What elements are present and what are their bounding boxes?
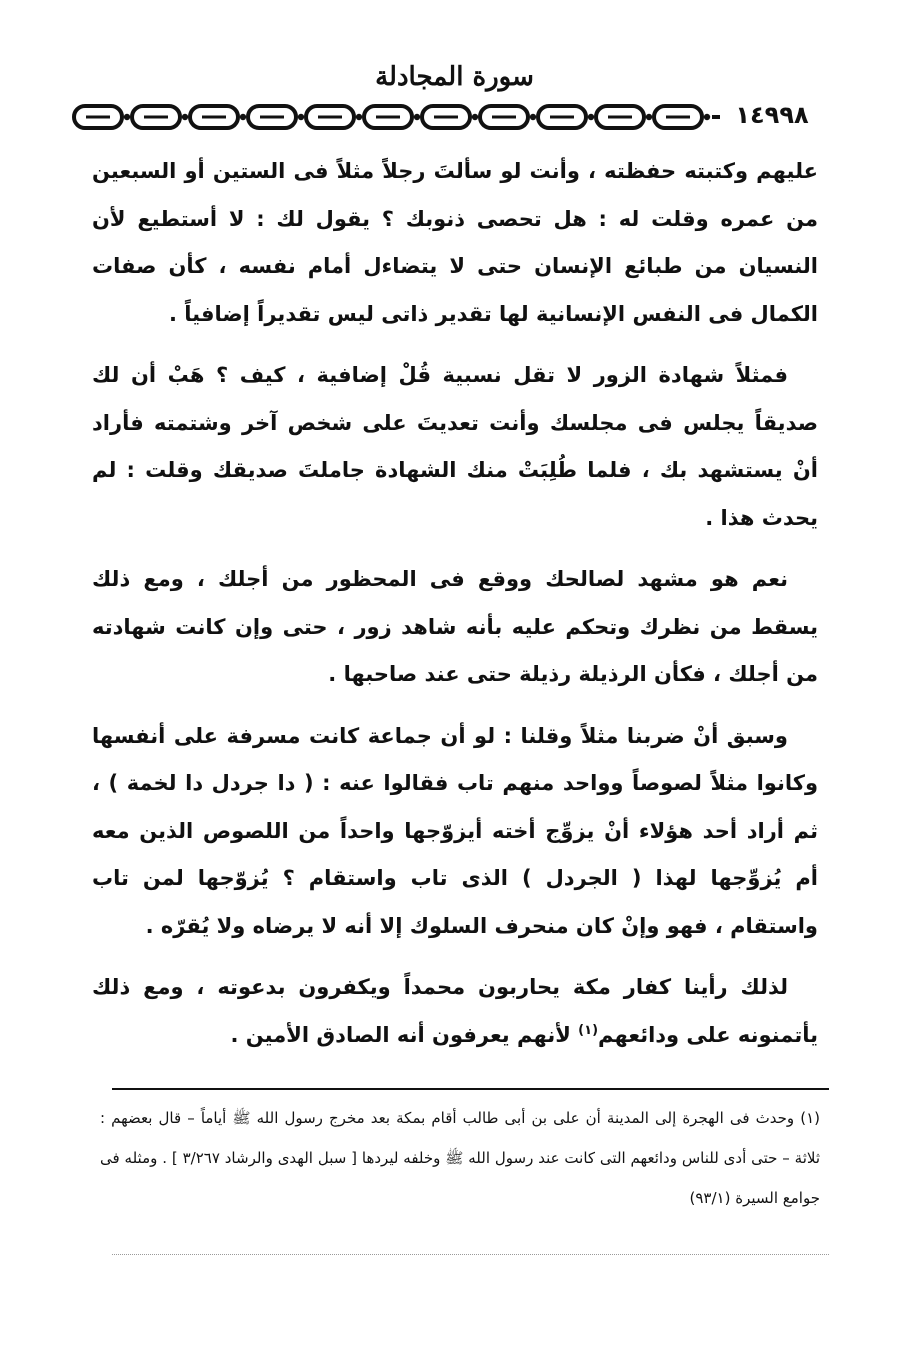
chain-joint bbox=[124, 114, 130, 120]
body-text bbox=[92, 148, 818, 1073]
footnote-reference[interactable]: (١) bbox=[578, 1022, 599, 1038]
bottom-divider bbox=[112, 1254, 829, 1255]
footnote-divider bbox=[112, 1088, 829, 1090]
chain-joint bbox=[298, 114, 304, 120]
paragraph: فمثلاً شهادة الزور لا تقل نسبية قُلْ إضافية ، كيف ؟ هَبْ أن لك صديقاً يجلس فى مجلسك وأنت تعديتَ على شخص آخر وشتمته فأراد أنْ يستشهد بك ، فلما طُلِبَتْ منك الشهادة جاملتَ صديقك وقلت : لم يحدث هذا . bbox=[92, 363, 818, 530]
chain-joint bbox=[646, 114, 652, 120]
footnote-text: (١) وحدث فى الهجرة إلى المدينة أن على بن أبى طالب أقام بمكة بعد مخرج رسول الله ﷺ أياماً – قال بعضهم : ثلاثة – حتى أدى للناس ودائعهم التى كانت عند رسول الله ﷺ وخلفه ليردها [ سبل الهدى والرشاد ٣/٢٦٧ ] . ومثله فى جوامع السيرة (٩٣/١) bbox=[100, 1109, 820, 1207]
chain-joint bbox=[414, 114, 420, 120]
chain-joint bbox=[182, 114, 188, 120]
page-number: ١٤٩٩٨ bbox=[720, 97, 824, 133]
paragraph-text: لذلك رأينا كفار مكة يحاربون محمداً ويكفرون بدعوته ، ومع ذلك يأتمنونه على ودائعهم bbox=[92, 975, 818, 1047]
chain-joint bbox=[356, 114, 362, 120]
paragraph: عليهم وكتبته حفظته ، وأنت لو سألتَ رجلاً مثلاً فى الستين أو السبعين من عمره وقلت له : هل تحصى ذنوبك ؟ يقول لك : لا أستطيع لأن النسيان من طبائع الإنسان حتى لا يتضاءل أمام نفسه ، كأن صفات الكمال فى النفس الإنسانية لها تقدير ذاتى ليس تقديراً إضافياً . bbox=[92, 159, 818, 326]
paragraph-with-footnote-ref bbox=[92, 964, 818, 1059]
footnote bbox=[100, 1098, 820, 1218]
ornamental-chain-border bbox=[72, 101, 816, 133]
surah-title: سورة المجادلة bbox=[375, 62, 534, 92]
chain-joint bbox=[704, 114, 710, 120]
paragraph: وسبق أنْ ضربنا مثلاً وقلنا : لو أن جماعة كانت مسرفة على أنفسها وكانوا مثلاً لصوصاً وواحد منهم تاب فقالوا عنه : ( دا جردل دا لخمة ) ، ثم أراد أحد هؤلاء أنْ يزوِّج أخته أيزوّجها واحداً من اللصوص الذين معه أم يُزوِّجها لهذا ( الجردل ) الذى تاب واستقام ؟ يُزوّجها لمن تاب واستقام ، فهو وإنْ كان منحرف السلوك إلا أنه لا يرضاه ولا يُقرّه . bbox=[92, 723, 818, 938]
chain-joint bbox=[530, 114, 536, 120]
chain-joint bbox=[240, 114, 246, 120]
paragraph-text: لأنهم يعرفون أنه الصادق الأمين . bbox=[230, 1022, 579, 1047]
chain-joint bbox=[472, 114, 478, 120]
chain-joint bbox=[588, 114, 594, 120]
paragraph: نعم هو مشهد لصالحك ووقع فى المحظور من أجلك ، ومع ذلك يسقط من نظرك وتحكم عليه بأنه شاهد زور ، حتى وإن كانت شهادته من أجلك ، فكأن الرذيلة رذيلة حتى عند صاحبها . bbox=[92, 567, 818, 686]
